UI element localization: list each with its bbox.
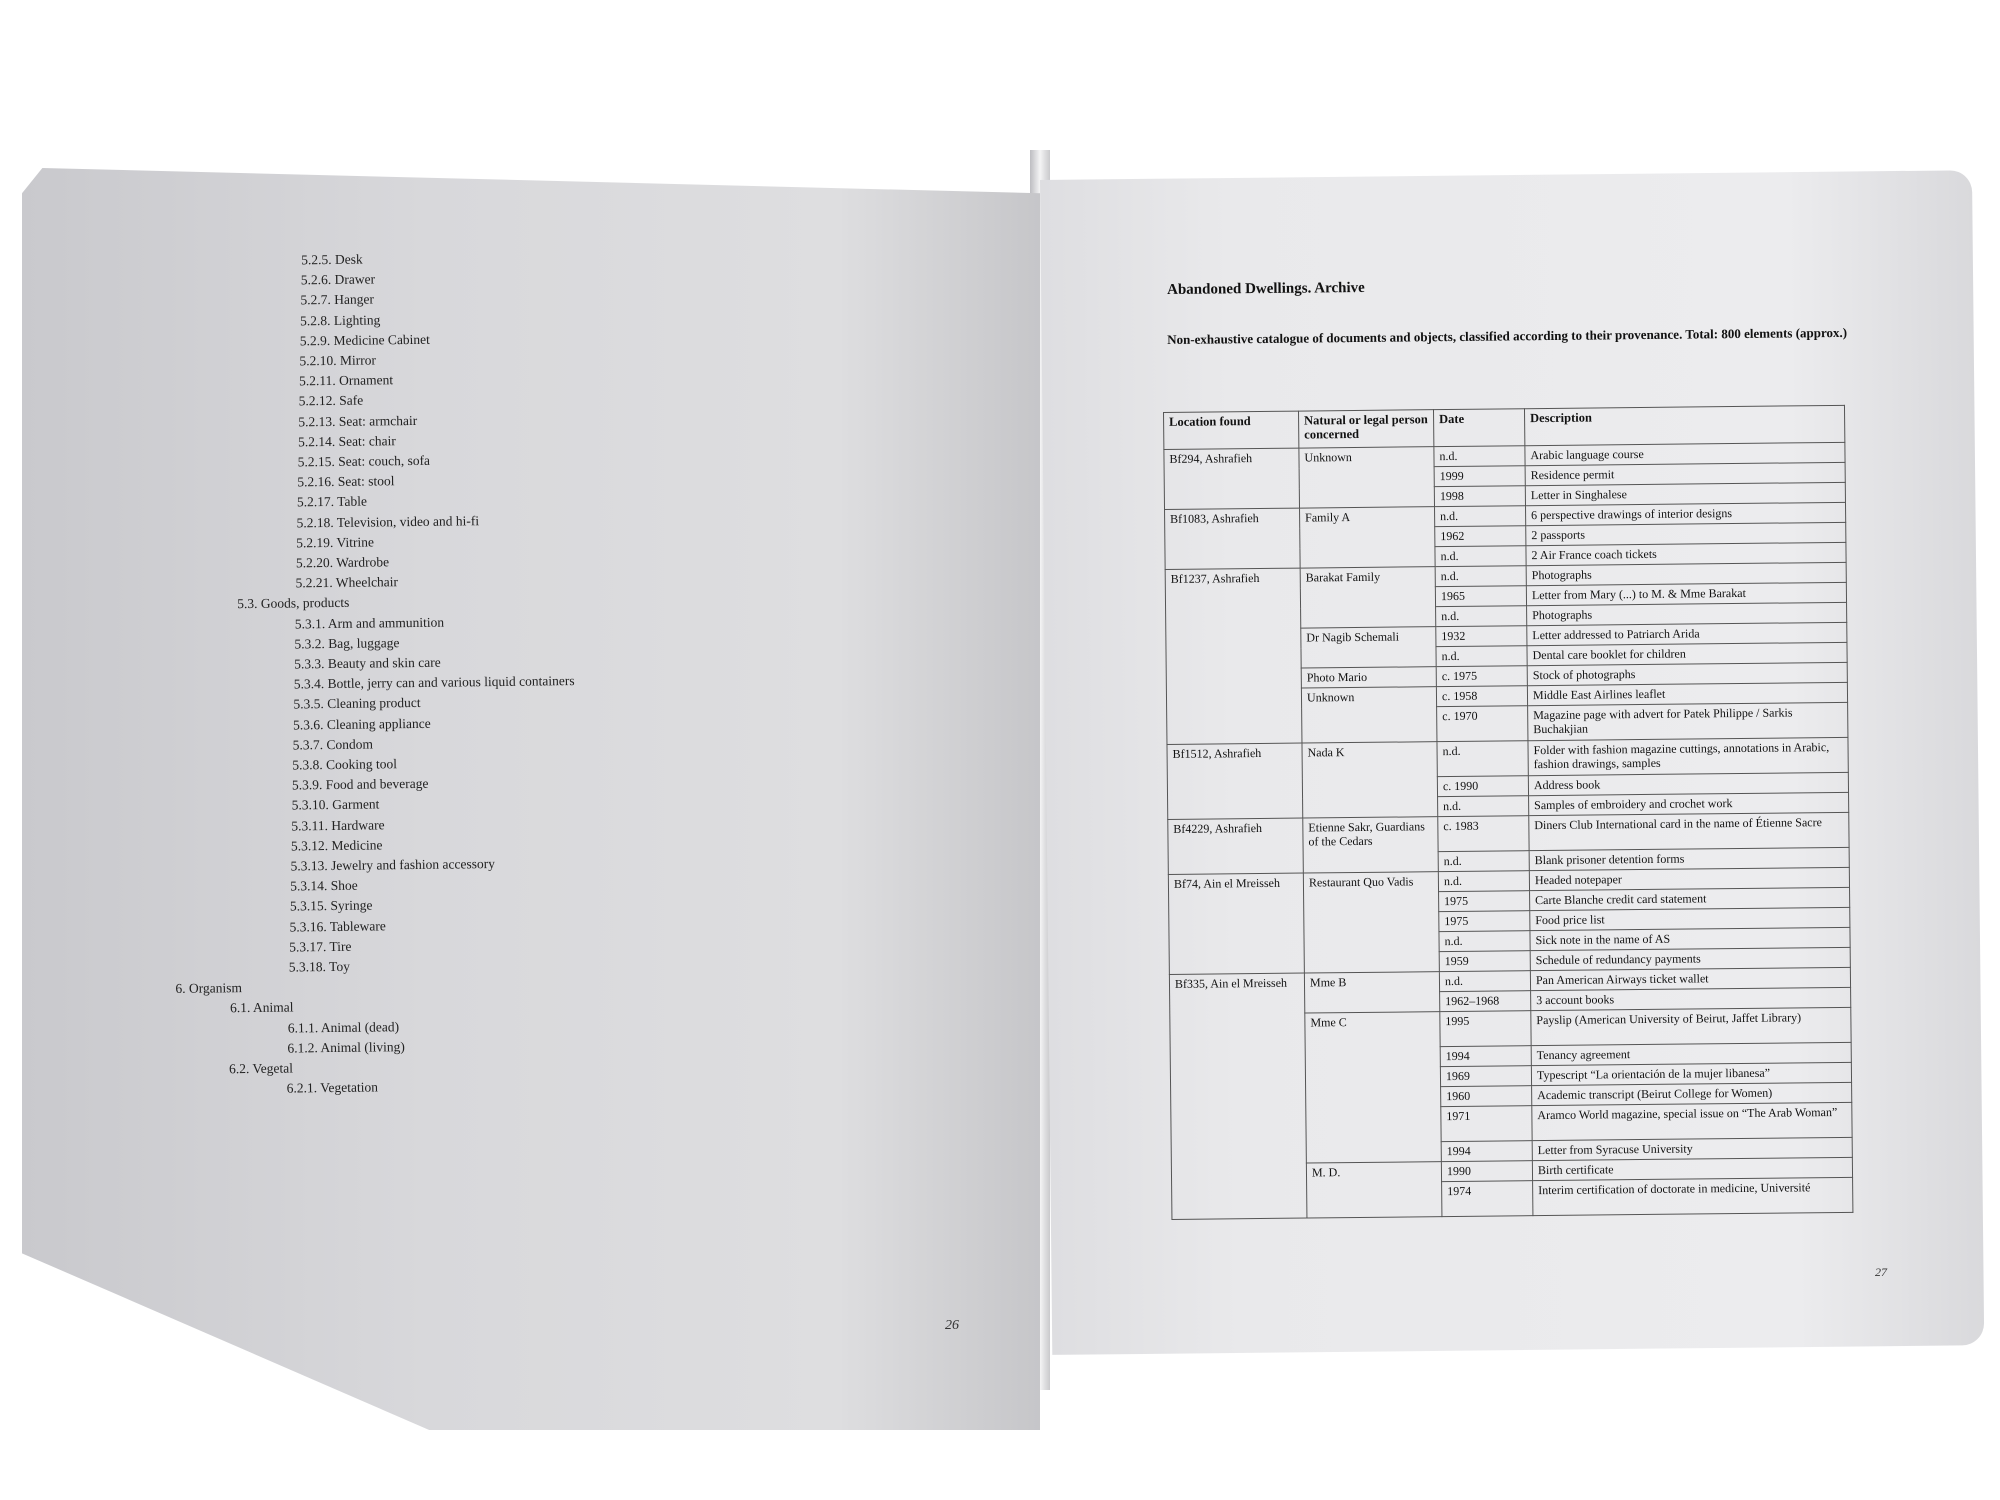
archive-title: Abandoned Dwellings. Archive <box>1167 279 1365 298</box>
cell-description: 2 passports <box>1526 522 1846 545</box>
cell-description: Diners Club International card in the name of Étienne Sacre <box>1529 812 1849 850</box>
cell-description: Dental care booklet for children <box>1527 642 1847 665</box>
outline-item: 5.2.5. Desk <box>301 251 363 268</box>
archive-subtitle: Non-exhaustive catalogue of documents and objects, classified according to their provenance. Total: 800 elements (approx.) <box>1167 324 1848 347</box>
header-location: Location found <box>1164 411 1299 449</box>
cell-location: Bf1512, Ashrafieh <box>1167 743 1303 819</box>
cell-person: Restaurant Quo Vadis <box>1303 872 1439 973</box>
outline-item: 6.1.2. Animal (living) <box>287 1038 405 1056</box>
cell-date: 1995 <box>1440 1011 1531 1047</box>
cell-description: Middle East Airlines leaflet <box>1527 682 1847 705</box>
cell-person: Family A <box>1300 507 1436 568</box>
cell-date: 1999 <box>1434 466 1525 487</box>
outline-item: 5.2.10. Mirror <box>299 352 377 369</box>
cell-date: c. 1975 <box>1436 666 1527 687</box>
header-person: Natural or legal person concerned <box>1298 410 1433 448</box>
cell-description: 6 perspective drawings of interior designs <box>1526 502 1846 525</box>
cell-description: Interim certification of doctorate in medicine, Université <box>1533 1177 1853 1215</box>
cell-date: 1962 <box>1435 526 1526 547</box>
cell-location: Bf294, Ashrafieh <box>1164 448 1300 509</box>
cell-person: Unknown <box>1301 687 1437 743</box>
outline-item: 6. Organism <box>175 980 243 997</box>
cell-date: 1998 <box>1434 486 1525 507</box>
outline-item: 5.2.13. Seat: armchair <box>298 412 418 429</box>
cell-date: 1994 <box>1441 1141 1532 1162</box>
cell-date: 1994 <box>1440 1046 1531 1067</box>
cell-description: Blank prisoner detention forms <box>1529 847 1849 870</box>
cell-date: 1975 <box>1439 911 1530 932</box>
outline-item: 5.2.15. Seat: couch, sofa <box>297 452 431 470</box>
outline-item: 5.3.11. Hardware <box>291 816 385 834</box>
outline-item: 5.3.10. Garment <box>291 796 380 813</box>
outline-item: 5.3.9. Food and beverage <box>291 776 429 793</box>
outline-item: 5.3.4. Bottle, jerry can and various liquid containers <box>293 673 575 692</box>
left-page-number: 26 <box>945 1318 959 1333</box>
cell-date: n.d. <box>1435 566 1526 587</box>
cell-location: Bf1083, Ashrafieh <box>1165 508 1301 569</box>
cell-person: Photo Mario <box>1301 667 1436 688</box>
cell-description: Carte Blanche credit card statement <box>1530 887 1850 910</box>
right-page-number: 27 <box>1875 1265 1887 1279</box>
cell-description: 3 account books <box>1531 987 1851 1010</box>
cell-date: 1971 <box>1441 1106 1532 1142</box>
cell-date: c. 1983 <box>1438 816 1529 852</box>
cell-person: Mme C <box>1305 1012 1442 1163</box>
outline-item: 5.3.17. Tire <box>289 938 352 955</box>
cell-description: Headed notepaper <box>1529 867 1849 890</box>
cell-date: n.d. <box>1437 741 1528 777</box>
cell-description: Academic transcript (Beirut College for Women) <box>1532 1082 1852 1105</box>
outline-item: 5.3.14. Shoe <box>290 877 358 894</box>
outline-item: 5.2.21. Wheelchair <box>295 574 399 591</box>
outline-item: 5.2.12. Safe <box>298 392 364 409</box>
outline-item: 5.3.18. Toy <box>288 958 350 975</box>
cell-description: Schedule of redundancy payments <box>1530 947 1850 970</box>
outline-item: 5.3.12. Medicine <box>290 837 383 854</box>
cell-date: n.d. <box>1438 851 1529 872</box>
header-description: Description <box>1524 405 1844 445</box>
outline-item: 5.3.5. Cleaning product <box>293 695 421 712</box>
archive-table <box>1163 405 1853 1220</box>
outline-item: 5.2.16. Seat: stool <box>297 473 395 490</box>
cell-description: Address book <box>1528 772 1848 795</box>
outline-item: 5.2.9. Medicine Cabinet <box>299 331 430 349</box>
cell-description: Letter from Mary (...) to M. & Mme Barakat <box>1526 582 1846 605</box>
cell-description: Photographs <box>1527 602 1847 625</box>
cell-description: 2 Air France coach tickets <box>1526 542 1846 565</box>
left-page <box>22 168 1040 1430</box>
outline-item: 5.2.6. Drawer <box>300 271 376 288</box>
cell-person: Dr Nagib Schemali <box>1301 627 1436 668</box>
cell-date: n.d. <box>1439 931 1530 952</box>
cell-description: Residence permit <box>1525 462 1845 485</box>
cell-description: Birth certificate <box>1532 1157 1852 1180</box>
cell-description: Folder with fashion magazine cuttings, annotations in Arabic, fashion drawings, samples <box>1528 737 1848 775</box>
cell-date: n.d. <box>1434 446 1525 467</box>
outline-item: 5.3.1. Arm and ammunition <box>294 614 445 632</box>
outline-item: 5.2.7. Hanger <box>300 291 375 308</box>
cell-description: Payslip (American University of Beirut, Jaffet Library) <box>1531 1007 1851 1045</box>
cell-description: Arabic language course <box>1525 442 1845 465</box>
cell-date: 1959 <box>1439 951 1530 972</box>
cell-date: n.d. <box>1438 796 1529 817</box>
cell-description: Photographs <box>1526 562 1846 585</box>
cell-location: Bf335, Ain el Mreisseh <box>1169 973 1307 1219</box>
cell-date: 1965 <box>1435 586 1526 607</box>
cell-location: Bf74, Ain el Mreisseh <box>1168 873 1304 974</box>
outline-item: 6.2.1. Vegetation <box>286 1079 379 1096</box>
cell-date: n.d. <box>1435 506 1526 527</box>
outline-item: 6.1.1. Animal (dead) <box>287 1018 400 1036</box>
outline-item: 5.3.16. Tableware <box>289 917 386 935</box>
cell-person: Etienne Sakr, Guardians of the Cedars <box>1303 817 1439 873</box>
outline-item: 5.2.14. Seat: chair <box>297 432 396 450</box>
cell-person: Unknown <box>1299 447 1435 508</box>
cell-date: 1960 <box>1441 1086 1532 1107</box>
outline-item: 5.2.8. Lighting <box>300 311 381 328</box>
cell-date: 1990 <box>1441 1161 1532 1182</box>
cell-description: Magazine page with advert for Patek Philippe / Sarkis Buchakjian <box>1528 702 1848 740</box>
cell-date: 1969 <box>1440 1066 1531 1087</box>
cell-date: 1975 <box>1439 891 1530 912</box>
header-date: Date <box>1433 409 1524 447</box>
cell-date: n.d. <box>1438 871 1529 892</box>
outline-item: 5.3.3. Beauty and skin care <box>294 654 441 672</box>
cell-date: 1962–1968 <box>1440 991 1531 1012</box>
cell-date: 1974 <box>1442 1181 1533 1217</box>
cell-description: Letter in Singhalese <box>1525 482 1845 505</box>
cell-person: Barakat Family <box>1300 567 1436 628</box>
cell-date: c. 1970 <box>1437 706 1528 742</box>
outline-item: 5.2.19. Vitrine <box>296 534 375 551</box>
cell-date: 1932 <box>1436 626 1527 647</box>
cell-description: Stock of photographs <box>1527 662 1847 685</box>
outline-item: 6.2. Vegetal <box>228 1060 294 1077</box>
cell-date: n.d. <box>1439 971 1530 992</box>
cell-date: n.d. <box>1436 646 1527 667</box>
outline-item: 6.1. Animal <box>230 999 294 1016</box>
cell-date: c. 1958 <box>1436 686 1527 707</box>
cell-description: Letter from Syracuse University <box>1532 1137 1852 1160</box>
cell-person: Mme B <box>1304 972 1439 1013</box>
outline-item: 5.2.18. Television, video and hi-fi <box>296 512 480 531</box>
cell-description: Aramco World magazine, special issue on “The Arab Woman” <box>1532 1102 1852 1140</box>
cell-date: c. 1990 <box>1437 776 1528 797</box>
outline-item: 5.3.13. Jewelry and fashion accessory <box>290 856 496 874</box>
outline-item: 5.3. Goods, products <box>237 595 350 612</box>
outline-item: 5.3.7. Condom <box>292 736 374 753</box>
cell-description: Sick note in the name of AS <box>1530 927 1850 950</box>
outline-item: 5.2.20. Wardrobe <box>295 554 390 571</box>
cell-description: Samples of embroidery and crochet work <box>1529 792 1849 815</box>
outline-item: 5.3.8. Cooking tool <box>292 756 398 773</box>
cell-date: n.d. <box>1435 546 1526 567</box>
cell-person: Nada K <box>1302 742 1438 818</box>
outline-item: 5.3.2. Bag, luggage <box>294 634 400 652</box>
cell-description: Tenancy agreement <box>1531 1042 1851 1065</box>
cell-location: Bf4229, Ashrafieh <box>1168 818 1304 874</box>
cell-date: n.d. <box>1436 606 1527 627</box>
cell-description: Food price list <box>1530 907 1850 930</box>
cell-person: M. D. <box>1306 1162 1442 1218</box>
outline-item: 5.2.17. Table <box>296 493 368 510</box>
cell-description: Letter addressed to Patriarch Arida <box>1527 622 1847 645</box>
cell-location: Bf1237, Ashrafieh <box>1165 568 1302 744</box>
cell-description: Pan American Airways ticket wallet <box>1530 967 1850 990</box>
outline-item: 5.3.15. Syringe <box>289 897 373 914</box>
cell-description: Typescript “La orientación de la mujer libanesa” <box>1531 1062 1851 1085</box>
outline-item: 5.3.6. Cleaning appliance <box>292 715 431 733</box>
outline-item: 5.2.11. Ornament <box>298 372 394 389</box>
